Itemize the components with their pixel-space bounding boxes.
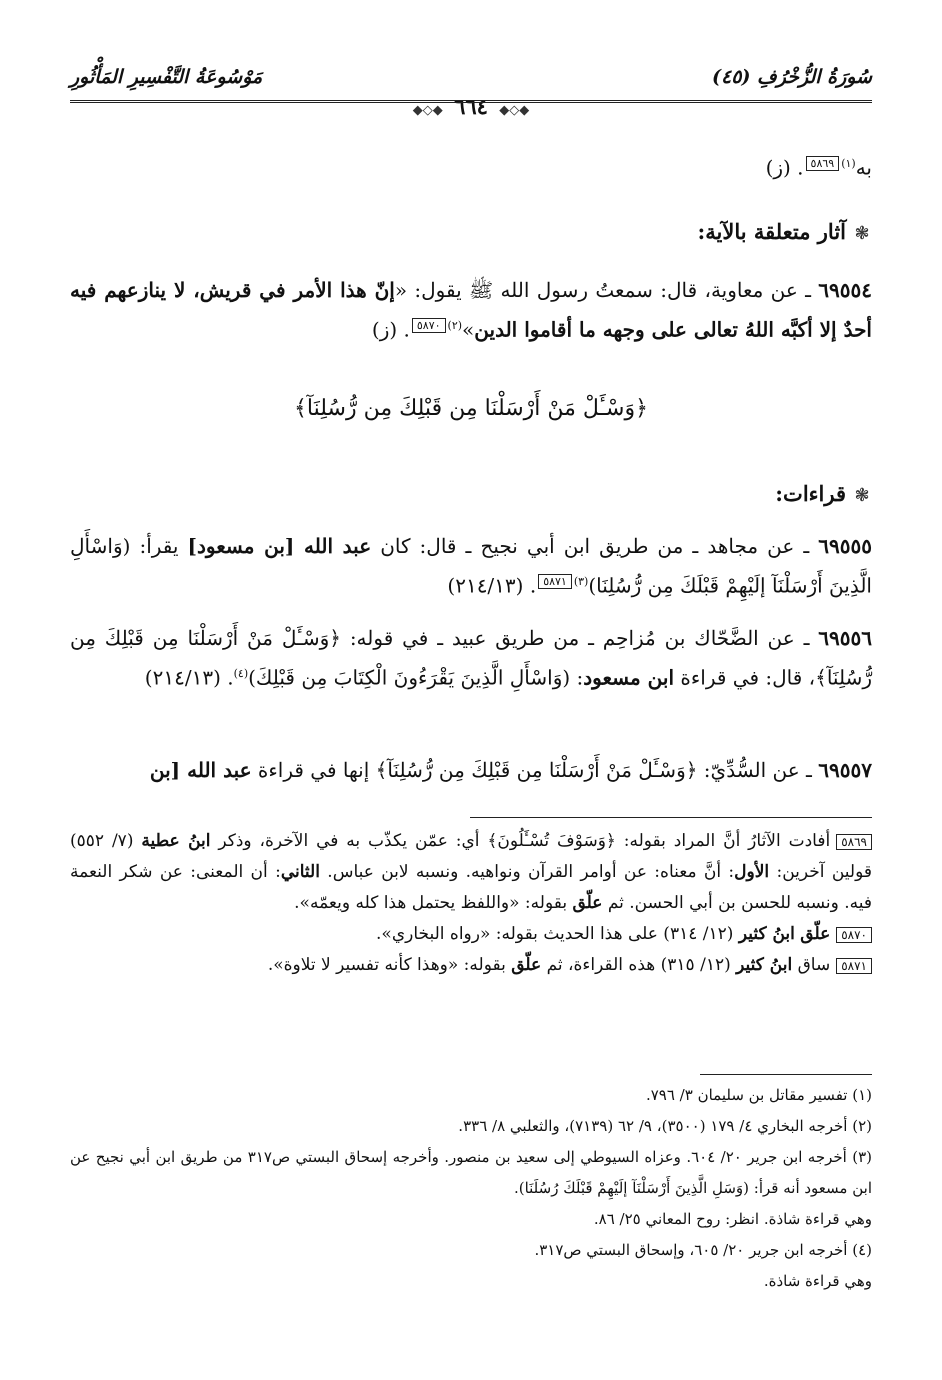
page-number: ٦٦٤ xyxy=(454,94,488,119)
note-ref-box: ٥٨٦٩ xyxy=(806,156,840,171)
editorial-note xyxy=(70,826,872,919)
page-number-line xyxy=(70,94,872,119)
source-code: . (ز) xyxy=(371,317,410,342)
item-text: ـ عن معاوية، قال: سمعتُ رسول الله ﷺ يقول: « xyxy=(394,278,811,302)
editorial-note xyxy=(70,919,872,950)
note-verb: علّق xyxy=(800,924,831,944)
note-text: أفادت الآثارُ أنَّ المراد بقوله: ﴿وَسَوْفَ تُسْـَٔلُونَ﴾ أي: عمّن يكذّب به في الآخرة، وذكر xyxy=(210,831,831,851)
person-name: ابنُ عطية xyxy=(141,831,211,851)
note-ref-box: ٥٨٧٠ xyxy=(412,318,446,333)
quran-verse: ﴿وَسْـَٔلْ مَنْ أَرْسَلْنَا مِن قَبْلِكَ مِن رُّسُلِنَآ﴾ xyxy=(294,396,648,421)
footnote-marker: (٣) xyxy=(573,575,589,588)
opening-line xyxy=(70,146,872,186)
qiraa-item xyxy=(70,620,872,696)
footnote: (٤) أخرجه ابن جرير ٢٠/ ٦٠٥، وإسحاق البستي ص٣١٧. xyxy=(534,1241,872,1259)
flower-icon: ❃ xyxy=(854,485,870,506)
section-heading-qiraat xyxy=(70,476,872,514)
person-name: عبد الله [بن مسعود] xyxy=(187,534,372,558)
footnote-marker: (٤) xyxy=(233,667,249,680)
note-text: (١٢/ ٣١٤) على هذا الحديث بقوله: «رواه البخاري». xyxy=(376,924,739,944)
person-name: ابنُ كثير xyxy=(736,955,793,975)
footnote: (٢) أخرجه البخاري ٤/ ١٧٩ (٣٥٠٠)، ٩/ ٦٢ (٧١٣٩)، والثعلبي ٨/ ٣٣٦. xyxy=(458,1117,872,1135)
note-label: الأول xyxy=(734,862,770,882)
footnote: وهي قراءة شاذة. انظر: روح المعاني ٢٥/ ٨٦. xyxy=(593,1210,872,1228)
item-number: ٦٩٥٥٥ xyxy=(818,534,872,558)
note-verb: علّق xyxy=(572,893,603,913)
note-label: الثاني xyxy=(280,862,320,882)
item-text: ـ عن السُّدِّيّ: ﴿وَسْـَٔلْ مَنْ أَرْسَلْنَا مِن قَبْلِكَ مِن رُّسُلِنَآ﴾ إنها في قراءة xyxy=(251,758,812,782)
qiraa-item xyxy=(70,528,872,604)
note-verb: علّق xyxy=(511,955,542,975)
qiraa-item xyxy=(70,752,872,788)
opening-text: به xyxy=(855,155,872,180)
note-ref-box: ٥٨٧١ xyxy=(836,958,872,974)
footnote-marker: (١) xyxy=(841,157,856,170)
athar-item xyxy=(70,272,872,348)
surah-title: سُورَةُ الزُّخْرُفِ (٤٥) xyxy=(712,66,872,88)
note-text: (١٢/ ٣١٥) هذه القراءة، ثم xyxy=(541,955,737,975)
item-text: يقرأ: (وَاسْأَلِ الَّذِينَ أَرْسَلْنَآ إلَيْهِمْ قَبْلَكَ مِن رُّسُلِنَا) xyxy=(70,534,872,598)
item-number: ٦٩٥٥٧ xyxy=(818,758,872,782)
person-name: ابنُ كثير xyxy=(738,924,795,944)
section-heading: قراءات: xyxy=(775,481,846,506)
note-text: : أنَّ معناه: عن أوامر القرآن ونواهيه. ونسبه لابن عباس. xyxy=(319,862,735,882)
footnote: (١) تفسير مقاتل بن سليمان ٣/ ٧٩٦. xyxy=(645,1086,872,1104)
footnote-marker: (٢) xyxy=(447,319,463,332)
source-code: . (٢١٤/١٣) xyxy=(144,665,234,690)
note-text: بقوله: «واللفظ يحتمل هذا كله ويعمّه». xyxy=(294,893,573,913)
note-text: : أن المعنى: عن شكر النعمة فيه. ونسبه للحسن بن أبي الحسن. ثم xyxy=(70,862,872,913)
quote-close: » xyxy=(462,317,475,342)
footnotes xyxy=(70,1080,872,1297)
editorial-note xyxy=(70,950,872,981)
footnote: وهي قراءة شاذة. xyxy=(763,1272,872,1290)
editorial-notes xyxy=(70,826,872,981)
flower-icon: ❃ xyxy=(854,223,870,244)
note-text: (٧/ ٥٥٢) قولين آخرين: xyxy=(70,831,872,882)
source-code: . (٢١٤/١٣) xyxy=(447,573,537,598)
item-text: ـ عن مجاهد ـ من طريق ابن أبي نجيح ـ قال: كان xyxy=(371,534,810,558)
ornament-icon: ◆◇◆ xyxy=(412,103,443,118)
note-ref-box: ٥٨٦٩ xyxy=(836,834,872,850)
hadith-text: إنّ هذا الأمر في قريش، لا ينازعهم فيه أحدٌ إلا أكبَّه اللهُ تعالى على وجهه ما أقاموا الدين xyxy=(70,278,872,342)
item-number: ٦٩٥٥٤ xyxy=(818,278,873,302)
source-code: . (ز) xyxy=(765,155,804,180)
item-text: ـ عن الضَّحّاك بن مُزاحِم ـ من طريق عبيد ـ في قوله: ﴿وَسْـَٔلْ مَنْ أَرْسَلْنَا مِن قَبْلِكَ مِن رُّسُلِنَآ﴾، قال: في قراءة xyxy=(70,626,872,690)
note-ref-box: ٥٨٧١ xyxy=(538,574,572,589)
note-text: ساق xyxy=(792,955,831,975)
item-number: ٦٩٥٥٦ xyxy=(818,626,873,650)
notes-rule xyxy=(470,817,872,818)
note-text: بقوله: «وهذا كأنه تفسير لا تلاوة». xyxy=(267,955,512,975)
item-text: : (وَاسْأَلِ الَّذِينَ يَقْرَءُونَ الْكِتَابَ مِن قَبْلِكَ) xyxy=(248,665,584,690)
header-rule xyxy=(70,100,872,103)
person-name: ابن مسعود xyxy=(583,665,675,690)
note-ref-box: ٥٨٧٠ xyxy=(836,927,872,943)
ornament-icon: ◆◇◆ xyxy=(499,103,530,118)
footnotes-rule xyxy=(700,1074,872,1075)
section-heading-athar xyxy=(70,214,872,252)
footnote: (٣) أخرجه ابن جرير ٢٠/ ٦٠٤. وعزاه السيوطي إلى سعيد بن منصور. وأخرجه إسحاق البستي ص٣١٧ من طريق ابن أبي نجيح عن ابن مسعود أنه قرأ: (وَسَلِ الَّذِينَ أَرْسَلْنَآ إلَيْهِمْ قَبْلَكَ رُسُلَنَا). xyxy=(70,1148,872,1197)
section-heading: آثار متعلقة بالآية: xyxy=(697,219,846,244)
book-title: مَوْسُوعَةُ التَّفْسِيرِ المَأْثُورِ xyxy=(70,66,263,88)
person-name: عبد الله [بن xyxy=(149,758,252,782)
